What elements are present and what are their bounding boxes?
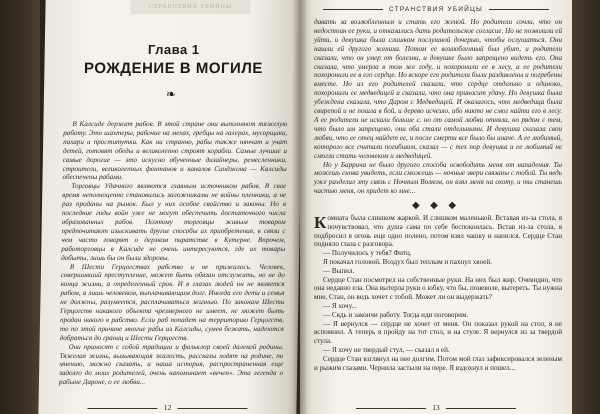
- table-surface-right: [570, 0, 600, 414]
- paragraph: Сердце Стан посмотрел на собственные руки. На них был жир. Очевидно, что она недавно ела. Она вытерла руки о юбку, что бы, поневоле, вытереть. Ты нужна мне, Стан, он ведь хочет с тобой. Может ли он выдержать?: [314, 275, 562, 302]
- drop-cap: К: [314, 213, 327, 232]
- faint-running-head: СТРАНСТВИЯ УБИЙЦЫ: [130, 0, 250, 14]
- running-head-rule: [489, 9, 549, 10]
- paragraph: В Шести Герцогствах рабство и не прижилось. Человек, совершивший преступление, может быть обязан отслужить, но не до конца жизни, а определенный срок. И в глазах людей он не является рабом, а лишь человеком, выплачивающим долг. Иногда его дети и семья не должны, разумеется, расплачиваться жизнью. По законам Шести Герцогств никакого объекта чрезмерного не имеет, не может быть продан никого в рабство. Если раб попадет на территорию Герцогств, то по этой причине многие рабы из Калсиды, сумев бежать, надеются добраться до границ и Шести Герцогств.: [59, 262, 286, 342]
- paragraph: давать за возлюбленным и стать его женой. Но родители сочли, что он недостоин ее руки, и отказались дать родительское согласие. Но не позволили ей уйти, и девушка была слишком послушной дочерью, чтобы ослушаться. Они нашли ей другого жениха. Потом ее возлюбленный был убит, и родители сказали, что он умер от болезни, и девушке было запрещено видеть его. Она сказала, что умерла в том же году, и похоронили ее в лесу, а ее родители похоронили ее в его сердце. Но вскоре его родители были раздавлены и погребены вместе. Но из его родителей сказали, что сердце отдельно и одиноко, похоронили ее медведицей и сказали, что она приносит удачу. Но девушка была убеждена сказала, что Даром с Медведицей. И оказалось, что медведица была свирепой и не пошла в бой, и дерево исчезло, ибо никто не смог найти его в лесу. А ее родители не искали больше с. но от самой любви отняли, но рядом с тем, что было им запрещено, они оба стали отдельными. И девушка сказала свои любви, что ее отец найдет ее, и после смерти все было бы иначе. А ее любимый, которого все считали погибшим, сказал — с тех пор девушка и ее любимый не смогли стать человеком и медведицей.: [314, 18, 562, 160]
- running-head: [300, 6, 572, 13]
- fleuron-ornament-icon: ❧: [165, 87, 177, 101]
- paragraph: Но у Баррича не было другого способа освободить меня от нападения. Ты можешь снова увидеть, если сможешь — ночные звери связаны с тобой. Ты ведь уже разделил эту связь с Ночным Волком, он взял меня на охоту, и ты станешь частью меня, он придет ко мне...: [314, 160, 562, 196]
- page-number-rule: [446, 408, 516, 409]
- paragraph: — Выпил.: [323, 266, 355, 275]
- paragraph: — Я хочу не твердый стул, — сказал я ей.: [323, 345, 450, 354]
- running-head-rule: [323, 9, 383, 10]
- section-divider-ornament: ◆ ◆ ◆: [411, 200, 461, 211]
- paragraph: Торговцы Удачного являются главным источником рабов. В свое время неполноценно становились заложниками не войны пленники, а не раз проданы на рынок. Был у них особое свойство и законы. Но в последние годы войн уже не могут обеспечить достаточного числа образованных рабов. Поэтому торговцы живым товаром предпочитают изыскивать другие способы их приобретения, в связи с чем часто говорят о дерзком пиратстве в Кутерне. Впрочем, работорговцы в Калсиде не очень интересуются, где их товары добыты, лишь бы он были здоровы.: [61, 182, 287, 262]
- page-number-text: 12: [163, 403, 172, 412]
- page-number-rule: [88, 408, 158, 409]
- page-number-rule: [177, 408, 247, 409]
- paragraph: — Получилось у тебя? Фитц.: [323, 249, 412, 258]
- chapter-title: РОЖДЕНИЕ В МОГИЛЕ: [83, 60, 263, 77]
- running-head-text: СТРАНСТВИЯ УБИЙЦЫ: [388, 6, 484, 13]
- paragraph-text: омната была слишком жаркой. И слишком маленькой. Вставая из-за стола, я почувствовал, что душа сама по себе беспокоилась. Встав из-за стола, я подбросил в огонь еще одно полено, потом взял чашку и напился. Сердце Стан подняло глаза с разговора.: [314, 214, 562, 249]
- page-number-right: [300, 403, 572, 412]
- paragraph: — Я хочу...: [323, 301, 357, 310]
- paragraph: В Калсиде держат рабов. В этой стране они выполняют тяжелую работу. Это шахтеры, рабочие на мехах, гребцы на галерах, мусорщики, пахари и проститутки. Как ни странно, рабы также нянчат и учат детей, готовят обеды и великолепно строят корабли. Самые лучшие и самые дорогие — это искусно обученные дизайнеры, ремесленники, строители, великолепных фонтанов и каналов Синджона — Калсиды обеспечены рабами.: [62, 120, 288, 182]
- right-body-text: [314, 214, 562, 372]
- paragraph: [314, 214, 562, 249]
- page-number-left: [38, 403, 296, 412]
- paragraph: — Я вернулся — сердце не хочет от меня. Он показал рукой на стол, я не вспомнил. А теперь я пройду на тот стол, и на стуле. Я вернулся из за твердой стула.: [314, 319, 562, 346]
- book-spine-shadow: [292, 0, 308, 414]
- left-body-text: [59, 120, 288, 387]
- paragraph: — Сядь и закончи работу. Тогда иди поговорим.: [323, 310, 469, 319]
- paragraph: Я покачал головой. Воздух был теплым и пахнул хвоей.: [323, 257, 492, 266]
- page-number-rule: [356, 408, 426, 409]
- left-page: [38, 0, 303, 414]
- paragraph: Они приносят с собой традиции и фольклор своей далекой родины. Тяжелая жизнь, вызывающая жалость, рассказы ходят на родине, по мнению, можно сказать, и наша история, распространенная еще задолго до моих родителей, очень напоминает «вечен». Эта легенда о рабыне Дароне, о ее любви...: [58, 342, 284, 387]
- paragraph: Сердце Стан взглянул на нее долгим. Потом мой глаз зафиксировался зеленым и рыжим глазами. Чернила застыли на пере. Я вздохнул и пошел...: [314, 354, 562, 372]
- chapter-number: Глава 1: [147, 42, 200, 57]
- table-surface-left: [0, 0, 40, 414]
- right-italic-text: [314, 18, 562, 196]
- page-number-text: 13: [432, 403, 440, 412]
- right-page: [300, 0, 572, 414]
